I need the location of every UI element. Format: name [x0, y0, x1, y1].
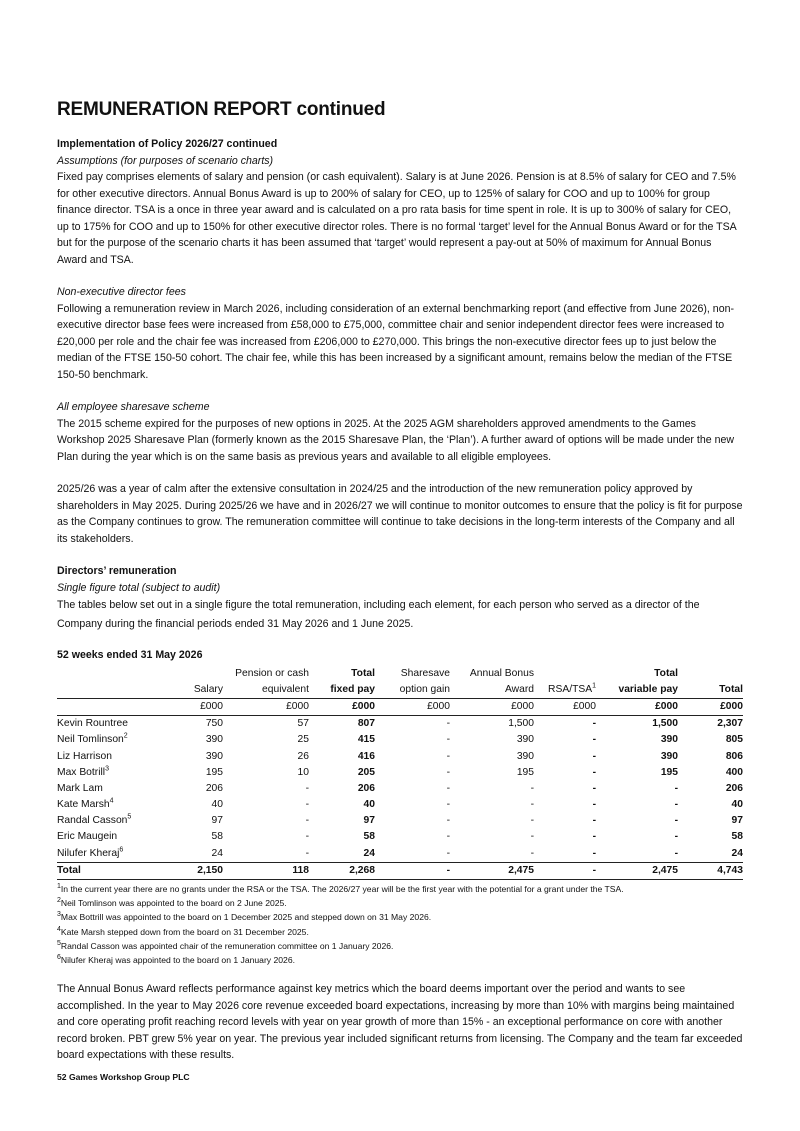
table-cell: 40	[363, 799, 375, 811]
footnote-text: Nilufer Kheraj was appointed to the board on 1 January 2026.	[60, 954, 296, 965]
table-header-row-1	[57, 666, 743, 682]
table-cell: -	[446, 831, 450, 843]
table-cell: 10	[297, 766, 309, 778]
table-cell: 195	[660, 766, 678, 778]
col-header-line2: fixed pay	[309, 682, 375, 699]
footnote-text: Neil Tomlinson was appointed to the board on 2 June 2025.	[60, 898, 287, 909]
table-cell: 58	[363, 831, 375, 843]
table-cell: -	[375, 862, 450, 879]
table-cell: 24	[161, 846, 223, 863]
table-total-row	[57, 862, 743, 879]
director-name-text: Kate Marsh	[57, 799, 110, 811]
footnote-number: 2	[57, 897, 61, 905]
footnote-text: Max Bottrill was appointed to the board on 1 December 2025 and stepped down on 31 May 2026.	[60, 912, 432, 923]
bonus-paragraph: The Annual Bonus Award reflects performance against key metrics which the board deems important over the period and wants to see accomplished. In the year to May 2026 core revenue exceeded board expectations, increasing by more than 10% with margins being maintained and core operating profit reaching record levels with year on year growth of more than 15% - an exceptional performance on core with another record broken. PBT grew 5% year on year. The previous year included significant returns from licensing. The Company and the team far exceeded board expectations with these results.	[57, 983, 743, 1062]
table-cell: 750	[205, 718, 223, 730]
table-cell: 1,500	[652, 718, 678, 730]
director-name	[57, 813, 161, 829]
director-name-text: Liz Harrison	[57, 750, 112, 762]
table-cell: -	[592, 718, 596, 730]
single-figure-subheading: Single figure total (subject to audit)	[57, 581, 221, 594]
table-cell: -	[674, 831, 678, 843]
footnote-marker: 2	[123, 732, 128, 740]
table-cell: 40	[731, 799, 743, 811]
table-cell: 1,500	[508, 718, 534, 730]
col-header-line1: Total	[351, 667, 375, 679]
footnote	[57, 939, 743, 953]
table-cell: 24	[309, 846, 375, 863]
assumptions-subheading: Assumptions (for purposes of scenario charts)	[57, 154, 274, 167]
director-name	[57, 716, 161, 733]
table-row	[57, 781, 743, 797]
footnote	[57, 925, 743, 939]
table-cell: 390	[205, 734, 223, 746]
table-cell: 2,475	[596, 862, 678, 879]
footnotes	[57, 882, 743, 967]
unit-cell: £000	[534, 698, 596, 715]
unit-cell: £000	[375, 698, 450, 715]
unit-cell: £000	[309, 698, 375, 715]
table-cell: 40	[211, 799, 223, 811]
director-name-text: Nilufer Kheraj	[57, 847, 120, 859]
director-name-text: Neil Tomlinson	[57, 734, 124, 746]
director-name-text: Kevin Rountree	[57, 718, 128, 730]
footnote-marker: 4	[109, 797, 114, 805]
unit-cell: £000	[678, 698, 743, 715]
col-header-line2: Award	[450, 682, 534, 699]
page-title: REMUNERATION REPORT continued	[57, 99, 386, 120]
director-name	[57, 846, 161, 863]
table-cell: -	[530, 815, 534, 827]
table-cell: 805	[725, 734, 743, 746]
footnote-number: 1	[57, 883, 61, 891]
table-cell: -	[592, 750, 596, 762]
table-cell: -	[305, 815, 309, 827]
table-row	[57, 748, 743, 764]
unit-cell: £000	[223, 698, 309, 715]
table-cell: -	[530, 799, 534, 811]
footnote-text: In the current year there are no grants under the RSA or the TSA. The 2026/27 year will be the first year with the potential for a grant under the TSA.	[60, 883, 624, 894]
table-cell: 4,743	[678, 862, 743, 879]
table-cell: 195	[205, 766, 223, 778]
director-name	[57, 781, 161, 797]
table-cell: 2,268	[309, 862, 375, 879]
table-cell: 2,475	[450, 862, 534, 879]
table-header-row-2	[57, 682, 743, 699]
table-cell: -	[446, 750, 450, 762]
table-cell: -	[534, 862, 596, 879]
unit-cell: £000	[161, 698, 223, 715]
table-cell: 195	[516, 766, 534, 778]
sharesave-subheading: All employee sharesave scheme	[57, 401, 210, 413]
table-cell: -	[534, 846, 596, 863]
table-cell: -	[592, 815, 596, 827]
table-cell: 58	[731, 831, 743, 843]
table-row	[57, 846, 743, 863]
footnote	[57, 953, 743, 967]
table-cell: 390	[660, 750, 678, 762]
footnote-number: 5	[57, 939, 61, 947]
table-cell: -	[674, 782, 678, 794]
table-cell: 2,307	[717, 718, 743, 730]
footnote-number: 3	[57, 911, 61, 919]
table-row	[57, 765, 743, 781]
assumptions-paragraph: Fixed pay comprises elements of salary and pension (or cash equivalent). Salary is at June 2026. Pension is at 8.5% of salary for CEO and 7.5% for other executive directors. Annual Bonus Award is up to 200% of salary for CEO, up to 125% of salary for COO and up to 100% for group finance director. TSA is a once in three year award and is calculated on a pro rata basis for time spent in role. It is up to 300% of salary for CEO, up to 175% for COO and up to 150% for other executive director roles. There is no formal ‘target’ level for the Annual Bonus Award or for the TSA but for the purpose of the scenario charts it has been assumed that ‘target’ would represent a pay-out at 50% of maximum for Annual Bonus Award and TSA.	[57, 171, 737, 266]
directors-remuneration-heading: Directors’ remuneration	[57, 565, 177, 577]
table-cell: 390	[516, 734, 534, 746]
table-row	[57, 716, 743, 733]
ned-fees-paragraph: Following a remuneration review in March 2026, including consideration of an external benchmarking report (and effective from June 2026), non-executive director base fees were increased from £58,000 to £75,000, committee chair and senior independent director fees were increased to £20,000 per role and the chair fee was increased from £206,000 to £270,000. This brings the non-executive director fees up to just below the median of the FTSE 150-50 cohort. The chair fee, while this has been increased by a significant amount, remains below the median of the FTSE 150-50 benchmark.	[57, 302, 735, 381]
remuneration-table	[57, 666, 743, 880]
col-header-line2: Salary	[161, 682, 223, 699]
col-header-line2: variable pay	[596, 682, 678, 699]
table-cell: 415	[357, 734, 375, 746]
table-cell: -	[674, 799, 678, 811]
table-cell: -	[223, 846, 309, 863]
total-label: Total	[57, 862, 161, 879]
table-cell: -	[592, 766, 596, 778]
col-header-line1	[678, 666, 743, 682]
col-header-line1: Annual Bonus	[469, 667, 534, 679]
col-header-line2: Total	[678, 682, 743, 699]
directors-remuneration-paragraph: The tables below set out in a single figure the total remuneration, including each element, for each person who served as a director of the Company during the financial periods ended 31 May 2026 and 1 June 2025.	[57, 599, 700, 630]
table-cell: 416	[357, 750, 375, 762]
sharesave-paragraph: The 2015 scheme expired for the purposes of new options in 2025. At the 2025 AGM shareholders approved amendments to the Games Workshop 2025 Sharesave Plan (formerly known as the 2015 Sharesave Plan, the ‘Plan’). A further award of options will be made under the new Plan during the year which is on the same basis as previous years and available to all eligible employees.	[57, 417, 735, 463]
table-cell: 205	[357, 766, 375, 778]
director-name	[57, 829, 161, 845]
report-content	[57, 136, 743, 1064]
table-cell: -	[530, 782, 534, 794]
table-cell: -	[305, 782, 309, 794]
table-cell: -	[446, 815, 450, 827]
table-cell: 57	[297, 718, 309, 730]
table-cell: 206	[357, 782, 375, 794]
footnote-text: Kate Marsh stepped down from the board on 31 December 2025.	[60, 926, 309, 937]
director-name	[57, 797, 161, 813]
footnote	[57, 882, 743, 896]
table-cell: 97	[731, 815, 743, 827]
table-cell: -	[450, 846, 534, 863]
table-cell: -	[592, 831, 596, 843]
table-cell: 806	[725, 750, 743, 762]
table-cell: 807	[357, 718, 375, 730]
unit-cell: £000	[596, 698, 678, 715]
table-cell: 97	[211, 815, 223, 827]
col-header-line2: equivalent	[223, 682, 309, 699]
table-cell: 206	[205, 782, 223, 794]
col-header-line2: RSA/TSA	[548, 683, 593, 695]
table-cell: -	[446, 799, 450, 811]
col-header-line2: option gain	[375, 682, 450, 699]
unit-cell: £000	[450, 698, 534, 715]
table-cell: 24	[678, 846, 743, 863]
page-footer: 52 Games Workshop Group PLC	[57, 1072, 190, 1082]
table-cell: -	[305, 799, 309, 811]
director-name	[57, 732, 161, 748]
table-period-heading: 52 weeks ended 31 May 2026	[57, 649, 203, 661]
col-header-line1: Sharesave	[400, 667, 450, 679]
col-header-line1: Pension or cash	[235, 667, 309, 679]
implementation-heading: Implementation of Policy 2026/27 continued	[57, 138, 278, 150]
footnote-number: 6	[57, 954, 61, 962]
table-cell: -	[674, 815, 678, 827]
director-name-text: Randal Casson	[57, 815, 128, 827]
table-cell: 97	[363, 815, 375, 827]
table-cell: -	[596, 846, 678, 863]
col-header-rsa-tsa	[534, 682, 596, 699]
table-row	[57, 829, 743, 845]
table-cell: 25	[297, 734, 309, 746]
footnote	[57, 896, 743, 910]
footnote	[57, 910, 743, 924]
footnote-text: Randal Casson was appointed chair of the remuneration committee on 1 January 2026.	[60, 940, 394, 951]
table-cell: -	[446, 718, 450, 730]
col-header-line1: Total	[654, 667, 678, 679]
table-cell: -	[305, 831, 309, 843]
table-row	[57, 797, 743, 813]
director-name	[57, 748, 161, 764]
calm-year-paragraph: 2025/26 was a year of calm after the extensive consultation in 2024/25 and the introduction of the new remuneration policy approved by shareholders in May 2025. During 2025/26 we have and in 2026/27 we will continue to monitor outcomes to ensure that the policy is fit for purpose as the Company continues to grow. The remuneration committee will continue to take decisions in the long-term interests of the Company and all its stakeholders.	[57, 483, 743, 545]
table-row	[57, 813, 743, 829]
footnote-marker: 5	[127, 813, 132, 821]
table-cell: 400	[725, 766, 743, 778]
table-cell: -	[446, 782, 450, 794]
table-cell: 118	[223, 862, 309, 879]
table-units-row	[57, 698, 743, 715]
col-header-line1	[534, 666, 596, 682]
footnote-number: 4	[57, 925, 61, 933]
table-cell: 26	[297, 750, 309, 762]
table-cell: 206	[725, 782, 743, 794]
footnote-marker: 6	[119, 846, 124, 854]
director-name-text: Max Botrill	[57, 766, 106, 778]
table-cell: 390	[205, 750, 223, 762]
table-cell: -	[592, 799, 596, 811]
table-cell: -	[530, 831, 534, 843]
director-name	[57, 765, 161, 781]
table-cell: -	[592, 734, 596, 746]
table-cell: -	[446, 766, 450, 778]
ned-fees-subheading: Non-executive director fees	[57, 286, 186, 298]
footnote-marker: 3	[105, 765, 109, 773]
table-cell: -	[592, 782, 596, 794]
table-cell: 2,150	[161, 862, 223, 879]
table-cell: -	[375, 846, 450, 863]
director-name-text: Eric Maugein	[57, 831, 118, 843]
table-cell: 390	[516, 750, 534, 762]
table-cell: 390	[660, 734, 678, 746]
table-row	[57, 732, 743, 748]
footnote-marker: 1	[592, 682, 596, 690]
director-name-text: Mark Lam	[57, 782, 103, 794]
col-header-line1	[161, 666, 223, 682]
table-cell: -	[446, 734, 450, 746]
table-cell: 58	[211, 831, 223, 843]
